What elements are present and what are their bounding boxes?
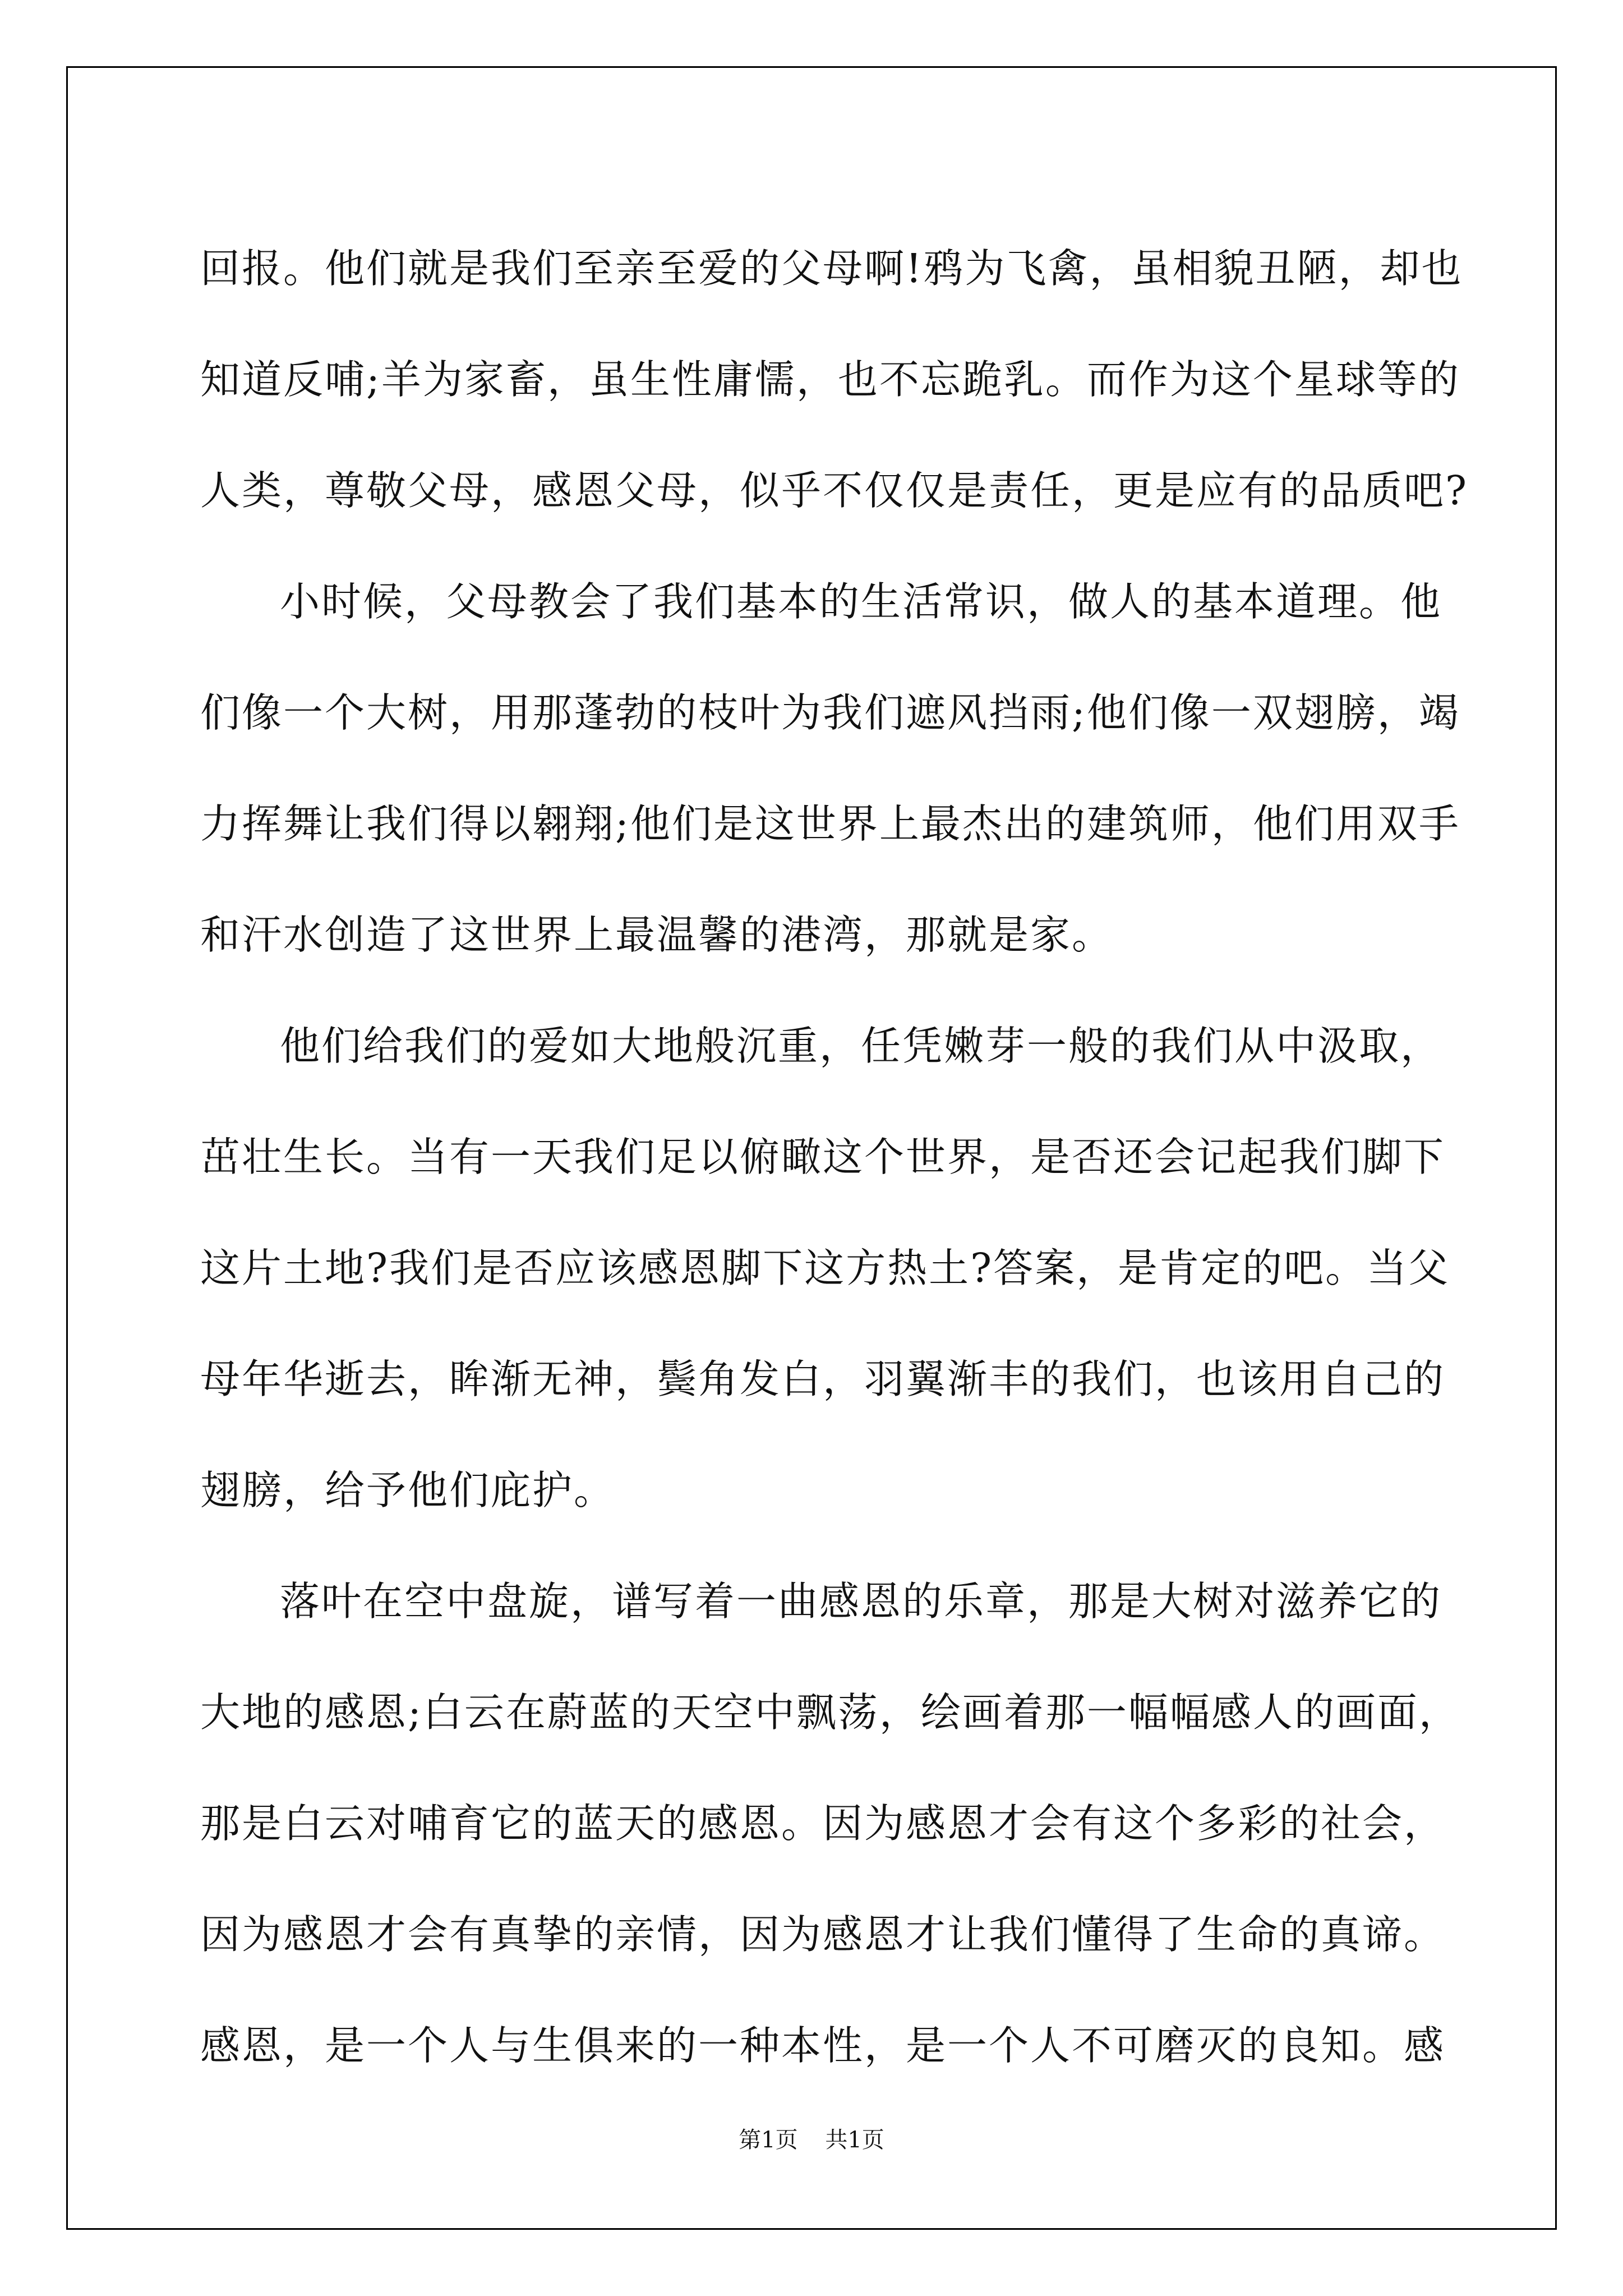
text-line-5: 们像一个大树，用那蓬勃的枝叶为我们遮风挡雨;他们像一双翅膀，竭 — [200, 689, 1460, 736]
page-number-current: 第1页 — [739, 2127, 798, 2153]
text-line-6: 力挥舞让我们得以翱翔;他们是这世界上最杰出的建筑师，他们用双手 — [200, 800, 1460, 847]
text-line-1: 回报。他们就是我们至亲至爱的父母啊!鸦为飞禽，虽相貌丑陋，却也 — [200, 245, 1463, 292]
text-line-9: 茁壮生长。当有一天我们足以俯瞰这个世界，是否还会记起我们脚下 — [200, 1134, 1446, 1180]
text-line-11: 母年华逝去，眸渐无神，鬓角发白，羽翼渐丰的我们，也该用自己的 — [200, 1356, 1446, 1402]
page-number-total: 共1页 — [825, 2127, 884, 2153]
text-line-16: 因为感恩才会有真挚的亲情，因为感恩才让我们懂得了生命的真谛。 — [200, 1911, 1446, 1958]
text-line-4: 小时候，父母教会了我们基本的生活常识，做人的基本道理。他 — [280, 578, 1442, 625]
text-line-7: 和汗水创造了这世界上最温馨的港湾，那就是家。 — [200, 912, 1114, 958]
page-footer — [0, 2122, 1623, 2154]
text-line-12: 翅膀，给予他们庇护。 — [200, 1467, 616, 1513]
text-line-8: 他们给我们的爱如大地般沉重，任凭嫩芽一般的我们从中汲取， — [280, 1023, 1442, 1069]
text-line-14: 大地的感恩;白云在蔚蓝的天空中飘荡，绘画着那一幅幅感人的画面， — [200, 1689, 1460, 1736]
text-line-2: 知道反哺;羊为家畜，虽生性庸懦，也不忘跪乳。而作为这个星球等的 — [200, 356, 1460, 403]
document-body — [200, 213, 1469, 2101]
text-line-17: 感恩，是一个人与生俱来的一种本性，是一个人不可磨灭的良知。感 — [200, 2022, 1446, 2069]
text-line-10: 这片土地?我们是否应该感恩脚下这方热土?答案，是肯定的吧。当父 — [200, 1245, 1450, 1291]
text-line-15: 那是白云对哺育它的蓝天的感恩。因为感恩才会有这个多彩的社会， — [200, 1800, 1446, 1847]
text-line-3: 人类，尊敬父母，感恩父母，似乎不仅仅是责任，更是应有的品质吧? — [200, 467, 1469, 514]
text-line-13: 落叶在空中盘旋，谱写着一曲感恩的乐章，那是大树对滋养它的 — [280, 1578, 1442, 1625]
